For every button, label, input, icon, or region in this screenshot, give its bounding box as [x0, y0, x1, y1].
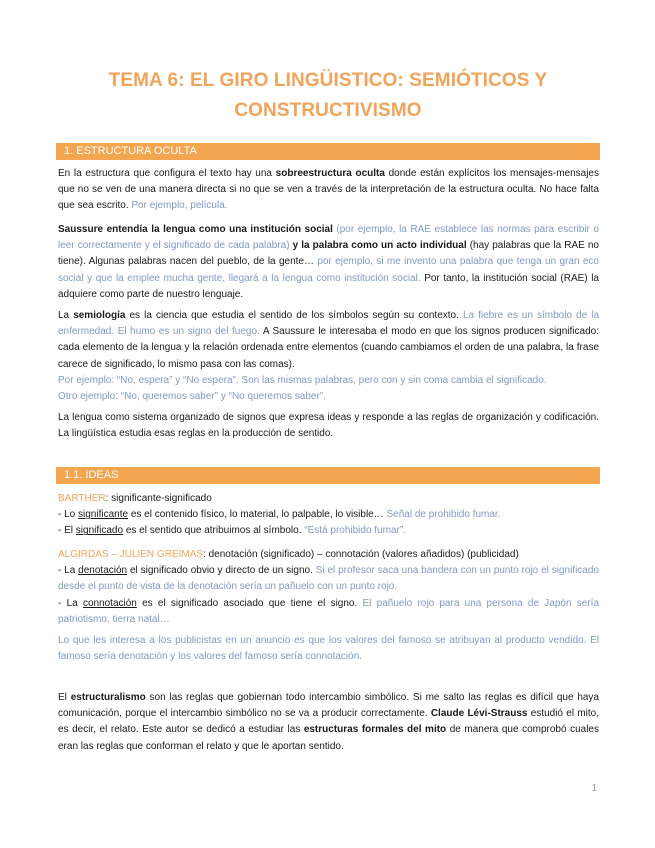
- page-title: [56, 66, 600, 126]
- page-number: 1: [591, 783, 597, 794]
- paragraph-estructura: En la estructura que configura el texto hay una sobreestructura oculta donde están explícitos los mensajes-mensajes que no se ven de una manera directa si no que se ven a través de la interpretación de la estructura oculta. No hace falta que sea escrito. Por ejemplo, película.: [58, 168, 599, 212]
- example-coma-1: Por ejemplo: “No, espera” y “No espera”. Son las mismas palabras, pero con y sin coma cambia el significado.: [58, 374, 547, 386]
- paragraph-barther: BARTHER: significante-significado - Lo significante es el contenido físico, lo material, lo palpable, lo visible… Señal de prohibido fumar. - El significado es el sentido que atribuimos al símbolo. “Está prohibido fumar”.: [58, 491, 599, 540]
- list-item-significado: - El significado es el sentido que atribuimos al símbolo. “Está prohibido fumar”.: [58, 525, 406, 537]
- example-coma-2: Otro ejemplo: “No, queremos saber” y “No queremos saber”.: [58, 391, 326, 403]
- section-heading-estructura-oculta: 1. ESTRUCTURA OCULTA: [56, 143, 600, 160]
- title-line-1: TEMA 6: EL GIRO LINGÜISTICO: SEMIÓTICOS Y: [108, 70, 548, 91]
- paragraph-publicistas: Lo que les interesa a los publicistas en un anuncio es que los valores del famoso se atribuyan al producto vendido. El famoso sería denotación y los valores del famoso sería connotación.: [58, 635, 599, 663]
- title-line-2: CONSTRUCTIVISMO: [234, 100, 422, 121]
- section-heading-ideas: 1.1. IDEAS: [56, 467, 600, 484]
- paragraph-lengua-sistema: La lengua como sistema organizado de signos que expresa ideas y responde a las reglas de organización y codificación. La lingüística estudia esas reglas en la producción de sentido.: [58, 412, 599, 440]
- paragraph-greimas: ALGIRDAS – JULIEN GREIMAS: denotación (significado) – connotación (valores añadidos) (publicidad) - La denotación el significado obvio y directo de un signo. Si el profesor saca una bandera con un punto rojo el significado desde el punto de vista de la denotación sería un pañuelo con un punto rojo. - La connotación es el significado asociado que tiene el signo. El pañuelo rojo para una persona de Japón sería patriotismo, tierra natal…: [58, 547, 599, 628]
- list-item-denotacion: - La denotación el significado obvio y directo de un signo. Si el profesor saca una bandera con un punto rojo el significado desde el punto de vista de la denotación sería un pañuelo con un punto rojo.: [58, 565, 599, 593]
- paragraph-saussure: Saussure entendía la lengua como una institución social (por ejemplo, la RAE establece las normas para escribir o leer correctamente y el significado de cada palabra) y la palabra como un acto individual (hay palabras que la RAE no tiene). Algunas palabras nacen del pueblo, de la gente… por ejemplo, si me invento una palabra que tenga un gran eco social y que la emplee mucha gente, llegará a la lengua como institución social. Por tanto, la institución social (RAE) la adquiere como parte de nuestro lenguaje.: [58, 224, 599, 300]
- list-item-connotacion: - La connotación es el significado asociado que tiene el signo. El pañuelo rojo para una persona de Japón sería patriotismo, tierra natal…: [58, 597, 600, 625]
- list-item-significante: - Lo significante es el contenido físico, lo material, lo palpable, lo visible… Señal de prohibido fumar.: [58, 509, 501, 521]
- paragraph-semiologia: La semiología es la ciencia que estudia el sentido de los símbolos según su contexto. La fiebre es un símbolo de la enfermedad. El humo es un signo del fuego. A Saussure le interesaba el modo en que los signos producen significado: cada elemento de la lengua y la relación ordenada entre elementos (cuando cambiamos el orden de una palabra, la frase carece de significado, lo mismo pasa con las comas). Por ejemplo: “No, espera” y “No espera”. Son las mismas palabras, pero con y sin coma cambia el significado. Otro ejemplo: “No, queremos saber” y “No queremos saber”.: [58, 308, 599, 405]
- author-greimas: ALGIRDAS – JULIEN GREIMAS: [58, 549, 204, 560]
- author-barther: BARTHER: [58, 493, 106, 504]
- paragraph-estructuralismo: El estructuralismo son las reglas que gobiernan todo intercambio simbólico. Si me salto las reglas es difícil que haya comunicación, porque el intercambio simbólico no se va a producir correctamente. Claude Lévi-Strauss estudió el mito, es decir, el relato. Este autor se dedicó a estudiar las estructuras formales del mito de manera que comprobó cuales eran las reglas que conforman el relato y que le aportan sentido.: [58, 692, 599, 752]
